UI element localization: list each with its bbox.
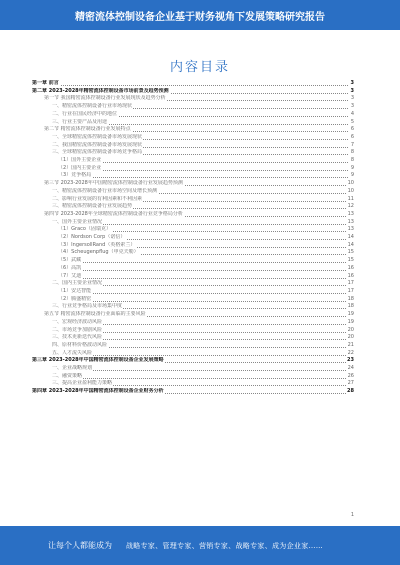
toc-entry[interactable]: [32, 119, 354, 127]
toc-entry-title: 三、精密流体控制设备行业发展趋势: [52, 203, 133, 210]
toc-entry-page: 16: [347, 272, 354, 279]
toc-entry[interactable]: [32, 142, 354, 150]
toc-entry[interactable]: [32, 242, 354, 250]
toc-entry[interactable]: [32, 80, 354, 88]
toc-entry[interactable]: [32, 288, 354, 296]
toc-entry-title: 三、技术更新迭代风险: [52, 334, 103, 341]
toc-entry-page: 13: [347, 218, 354, 225]
toc-entry-title: 二、行业在国民经济中的地位: [52, 110, 118, 117]
toc-entry-title: 第三节 2023-2028年中国精密流体控制设备行业发展趋势预测: [44, 180, 183, 187]
leader-dots: [58, 270, 348, 271]
leader-dots: [58, 301, 348, 302]
toc-entry[interactable]: [32, 203, 354, 211]
toc-entry-page: 9: [350, 172, 354, 179]
toc-entry-page: 12: [347, 203, 354, 210]
toc-entry-page: 23: [347, 357, 354, 364]
toc-entry[interactable]: [32, 157, 354, 165]
toc-entry[interactable]: [32, 188, 354, 196]
toc-entry-page: 3: [350, 87, 354, 94]
toc-entry[interactable]: [32, 280, 354, 288]
toc-entry-page: 9: [350, 164, 354, 171]
toc-entry-page: 13: [347, 210, 354, 217]
toc-entry-title: 第二章 2023-2028年精密流体控制设备市场前景及趋势预测: [32, 87, 169, 94]
report-title: 精密流体控制设备企业基于财务视角下发展策略研究报告: [75, 11, 325, 23]
toc-entry-title: 四、原材料价格波动风险: [52, 341, 108, 348]
toc-entry[interactable]: [32, 211, 354, 219]
leader-dots: [58, 262, 348, 263]
leader-dots: [52, 370, 348, 371]
toc-entry-title: （1）Graco（固瑞克）: [58, 226, 111, 233]
toc-entry-title: 二、市场竞争加剧风险: [52, 326, 103, 333]
toc-entry[interactable]: [32, 219, 354, 227]
toc-entry[interactable]: [32, 111, 354, 119]
toc-entry-page: 3: [350, 80, 354, 86]
toc-entry[interactable]: [32, 388, 354, 396]
toc-entry-page: 13: [347, 226, 354, 233]
toc-entry-title: （2）国内主要企业: [58, 164, 102, 171]
toc-entry-title: 一、精密流体控制设备行业市场现状: [52, 103, 133, 110]
toc-entry-title: 五、人才流失风险: [52, 349, 93, 356]
toc-entry[interactable]: [32, 196, 354, 204]
toc-entry-title: 第二节 精密流体控制设备行业发展特点: [44, 126, 131, 133]
toc-entry-page: 10: [347, 187, 354, 194]
leader-dots: [32, 85, 348, 86]
toc-entry-page: 16: [347, 264, 354, 271]
footer-tagline: 战略专家、管理专家、营销专家、战略专家、成为企业家……: [126, 542, 324, 550]
toc-entry-page: 6: [350, 126, 354, 133]
toc-entry-page: 21: [347, 341, 354, 348]
toc-entry-title: 一、宏观经济波动风险: [52, 318, 103, 325]
leader-dots: [58, 293, 348, 294]
toc-entry[interactable]: [32, 380, 354, 388]
toc-entry[interactable]: [32, 180, 354, 188]
footer-slogan: 让每个人都能成为: [48, 541, 112, 550]
toc-entry-title: （1）安达智能: [58, 287, 92, 294]
toc-entry-title: 第四章 2023-2028年中国精密流体控制设备企业财务分析: [32, 388, 164, 395]
toc-entry-page: 28: [347, 388, 354, 395]
toc-entry-title: 三、行业竞争格局及市场集中度: [52, 303, 123, 310]
toc-entry-title: 一、精密流体控制设备行业市场空间及增长预测: [52, 187, 158, 194]
toc-entry[interactable]: [32, 95, 354, 103]
toc-entry[interactable]: [32, 226, 354, 234]
toc-entry-page: 17: [347, 287, 354, 294]
toc-entry-page: 19: [347, 318, 354, 325]
toc-entry-page: 6: [350, 133, 354, 140]
toc-entry[interactable]: [32, 327, 354, 335]
leader-dots: [52, 378, 348, 379]
toc-heading: 内容目录: [169, 60, 230, 75]
toc-entry[interactable]: [32, 103, 354, 111]
toc-entry[interactable]: [32, 134, 354, 142]
toc-entry-page: 14: [347, 241, 354, 248]
report-header: [0, 0, 400, 30]
toc-entry-page: 8: [350, 149, 354, 156]
leader-dots: [52, 355, 348, 356]
toc-entry-title: （3）竞争格局: [58, 172, 92, 179]
toc-entry-page: 10: [347, 180, 354, 187]
toc-entry[interactable]: [32, 249, 354, 257]
toc-entry[interactable]: [32, 357, 354, 365]
toc-entry-title: 三、提高企业盈利能力策略: [52, 380, 113, 387]
toc-entry-page: 15: [347, 257, 354, 264]
toc-entry[interactable]: [32, 265, 354, 273]
toc-entry-title: （4）Scheugenpflug（申克夫勒）: [58, 249, 139, 256]
toc-entry-title: （2）Nordson Corp（诺信）: [58, 234, 126, 241]
toc-entry-title: （3）IngersollRand（英格索兰）: [58, 241, 136, 248]
footer-banner: [0, 526, 400, 565]
toc-entry-title: 三、全球精密流体控制设备市场竞争格局: [52, 149, 143, 156]
leader-dots: [58, 278, 348, 279]
toc-entry-page: 4: [350, 110, 354, 117]
toc-entry-title: 第一节 我国精密流体控制设备行业发展现状及趋势分析: [44, 95, 166, 102]
toc-entry[interactable]: [32, 273, 354, 281]
toc-entry-title: 一、企业战略规划: [52, 365, 93, 372]
toc-entry[interactable]: [32, 334, 354, 342]
toc-entry-title: （7）艾迪: [58, 272, 82, 279]
toc-entry-page: 20: [347, 326, 354, 333]
toc-entry[interactable]: [32, 342, 354, 350]
toc-entry-title: 二、我国精密流体控制设备市场发展现状: [52, 141, 143, 148]
toc-entry-page: 7: [350, 141, 354, 148]
toc-entry[interactable]: [32, 172, 354, 180]
toc-entry-title: 第五节 精密流体控制设备行业面临的主要风险: [44, 311, 146, 318]
toc-entry[interactable]: [32, 296, 354, 304]
toc-entry-page: 19: [347, 311, 354, 318]
toc-entry-title: 二、影响行业发展的有利因素和不利因素: [52, 195, 143, 202]
toc-entry-page: 8: [350, 157, 354, 164]
toc-entry-title: （6）高凯: [58, 264, 82, 271]
toc-entry-page: 20: [347, 334, 354, 341]
toc-entry-page: 15: [347, 249, 354, 256]
page-number: 1: [350, 512, 354, 518]
toc-entry-page: 11: [347, 195, 354, 202]
toc-entry-title: 二、国内主要企业情况: [52, 280, 103, 287]
toc-entry-title: 二、融资策略: [52, 372, 83, 379]
toc-entry[interactable]: [32, 234, 354, 242]
toc-entry[interactable]: [32, 365, 354, 373]
toc-entry-page: 18: [347, 295, 354, 302]
toc-entry-title: （1）国外主要企业: [58, 157, 102, 164]
toc-entry-page: 3: [350, 95, 354, 102]
toc-entry[interactable]: [32, 88, 354, 96]
toc-entry-page: 27: [347, 380, 354, 387]
toc-entry-page: 17: [347, 280, 354, 287]
toc-entry-page: 14: [347, 234, 354, 241]
toc-entry-title: 第四节 2023-2028年全球精密流体控制设备行业竞争格局分析: [44, 210, 183, 217]
toc-entry[interactable]: [32, 257, 354, 265]
toc-entry-page: 5: [350, 118, 354, 125]
toc-entry[interactable]: [32, 311, 354, 319]
toc-entry-title: 第三章 2023-2028年中国精密流体控制设备企业发展策略: [32, 357, 164, 364]
toc-entry[interactable]: [32, 149, 354, 157]
toc-entry[interactable]: [32, 373, 354, 381]
toc-entry-page: 26: [347, 372, 354, 379]
toc-entry-page: 18: [347, 303, 354, 310]
toc-entry[interactable]: [32, 350, 354, 358]
table-of-contents: [32, 80, 354, 396]
toc-entry-page: 22: [347, 349, 354, 356]
toc-entry-page: 3: [350, 103, 354, 110]
leader-dots: [58, 177, 348, 178]
toc-entry[interactable]: [32, 319, 354, 327]
toc-entry-title: 一、全球精密流体控制设备市场发展现状: [52, 133, 143, 140]
toc-entry-title: （2）腾盛精密: [58, 295, 92, 302]
toc-entry[interactable]: [32, 303, 354, 311]
toc-entry-title: 三、行业主要产品及用途: [52, 118, 108, 125]
toc-entry-title: 第一章 前言: [32, 80, 59, 86]
toc-entry-title: 一、国外主要企业情况: [52, 218, 103, 225]
toc-entry-title: （5）武藏: [58, 257, 82, 264]
toc-entry[interactable]: [32, 126, 354, 134]
toc-entry-page: 24: [347, 365, 354, 372]
toc-entry[interactable]: [32, 165, 354, 173]
